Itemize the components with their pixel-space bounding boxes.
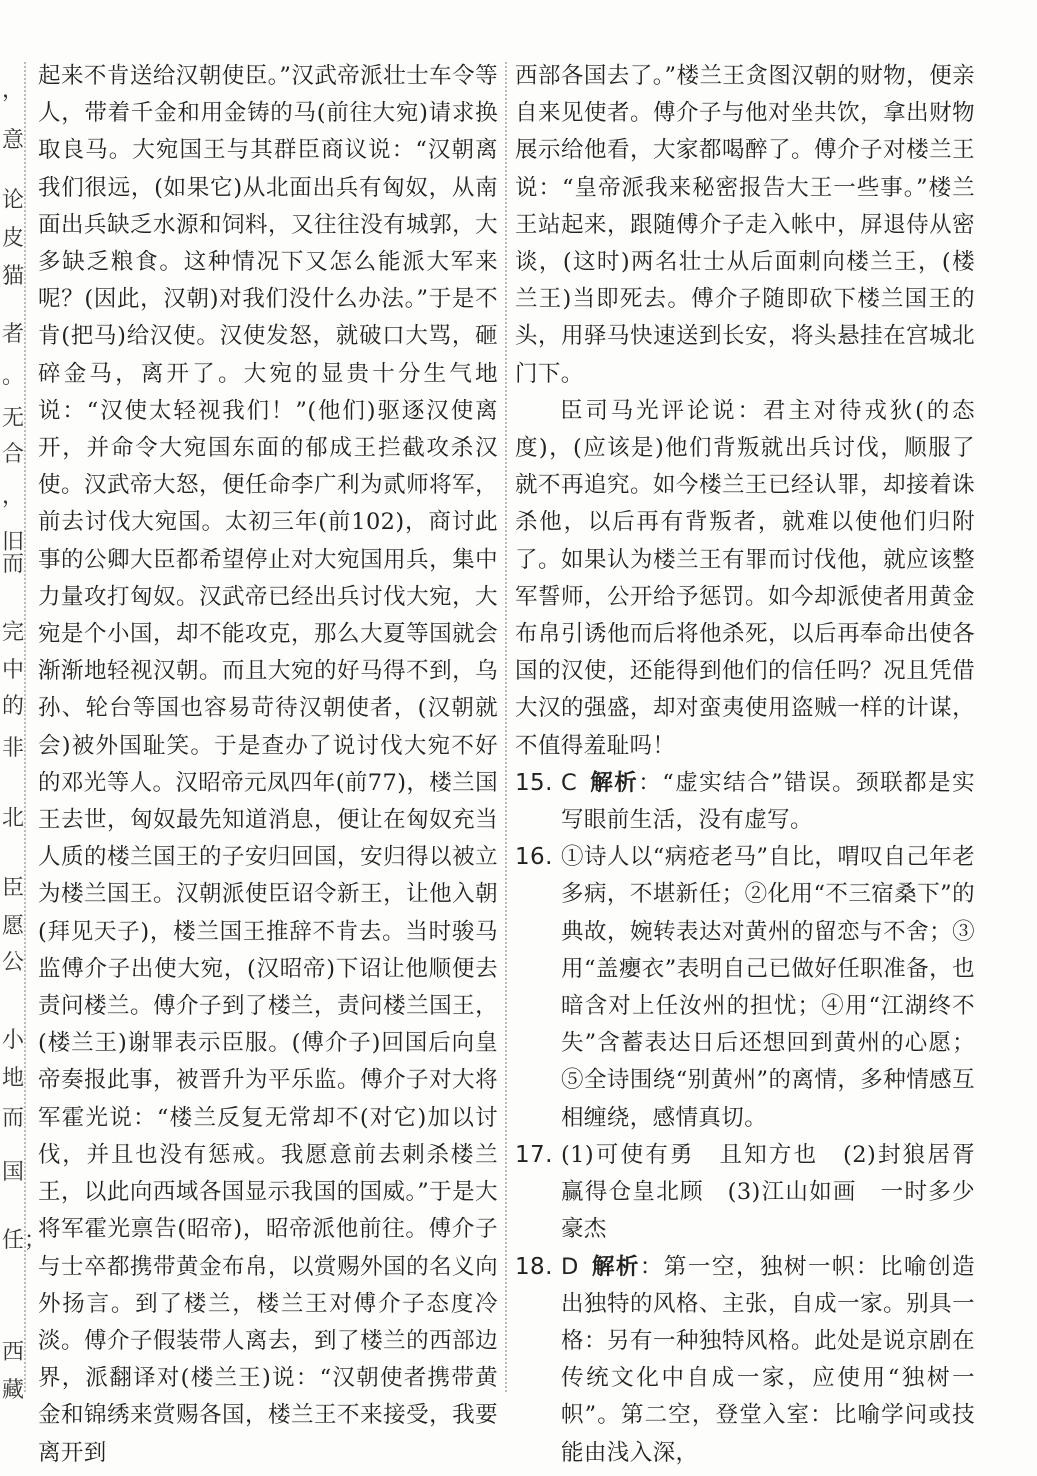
left-edge-fragment: 国 [2,1160,25,1185]
left-edge-fragment: 完 [2,620,25,645]
answer-choice: D [561,1253,579,1280]
right-column [515,58,998,1472]
left-edge-fragment: 藏 [2,1378,25,1403]
answer-list [515,765,998,1472]
answer-number: 16. [515,844,553,871]
left-edge-column [0,60,47,1420]
left-edge-fragment: 者 [2,322,25,347]
left-edge-fragment: 小 [2,1028,25,1053]
left-edge-fragment: 任； [2,1228,47,1253]
left-edge-fragment: 而 [2,1106,25,1131]
analysis-label: 解析 [590,1253,640,1280]
left-edge-fragment: 猫 [2,264,25,289]
translation-continued: 西部各国去了。”楼兰王贪图汉朝的财物，便亲自来见使者。傅介子与他对坐共饮，拿出财物展示给他看，大家都喝醉了。傅介子对楼兰王说：“皇帝派我来秘密报告大王一些事。”楼兰王站起来，跟随傅介子走入帐中，屏退侍从密谈，(这时)两名壮士从后面刺向楼兰王，(楼兰王)当即死去。傅介子随即砍下楼兰国王的头，用驿马快速送到长安，将头悬挂在宫城北门下。 [515,63,975,387]
left-edge-fragment: 地 [2,1066,25,1091]
left-edge-fragment: 中 [2,658,25,683]
left-column-divider [24,62,26,1392]
left-edge-fragment: 合 [2,442,25,467]
left-edge-fragment: 西 [2,1340,25,1365]
answer-text: ：“虚实结合”错误。颈联都是实写眼前生活，没有虚写。 [561,769,975,834]
left-edge-fragment: 论 [2,188,25,213]
left-edge-fragment: 北 [2,806,25,831]
left-edge-fragment: 的 [2,694,25,719]
answer-text: ：第一空，独树一帜：比喻创造出独特的风格、主张，自成一家。别具一格：另有一种独特风格。此处是说京剧在传统文化中自成一家，应使用“独树一帜”。第二空，登堂入室：比喻学问或技能由浅入深， [561,1253,975,1466]
center-column-divider [505,62,507,1392]
left-edge-fragment: 愿 [2,914,25,939]
answer-text: (1)可使有勇 且知方也 (2)封狼居胥 赢得仓皇北顾 (3)江山如画 一时多少豪杰 [561,1141,998,1243]
left-edge-fragment: 无 [2,406,25,431]
answer-item [515,839,975,1137]
left-edge-fragment: 臣 [2,876,25,901]
answer-number: 18. [515,1253,553,1280]
left-edge-fragment: 旧 [2,530,25,555]
left-edge-fragment: 非 [2,736,25,761]
answer-number: 17. [515,1141,553,1168]
left-edge-fragment: 意 [2,128,25,153]
answer-text: ①诗人以“病疮老马”自比，喟叹自己年老多病，不堪新任；②化用“不三宿桑下”的典故，婉转表达对黄州的留恋与不舍；③用“盖癭衣”表明自己已做好任职准备，也暗含对上任汝州的担忧；④用“江湖终不失”含蓄表达日后还想回到黄州的心愿；⑤全诗围绕“别黄州”的离情，多种情感互相缠绕，感情真切。 [561,844,975,1131]
left-edge-fragment: 皮 [2,226,25,251]
left-edge-fragment: ， [2,484,25,509]
left-edge-fragment: 公 [2,950,25,975]
middle-column-text: 起来不肯送给汉朝使臣。”汉武帝派壮士车令等人，带着千金和用金铸的马(前往大宛)请求换取良马。大宛国王与其群臣商议说：“汉朝离我们很远，(如果它)从北面出兵有匈奴，从南面出兵缺乏水源和饲料，又往往没有城郭，大多缺乏粮食。这种情况下又怎么能派大军来呢？(因此，汉朝)对我们没什么办法。”于是不肯(把马)给汉使。汉使发怒，就破口大骂，砸碎金马，离开了。大宛的显贵十分生气地说：“汉使太轻视我们！”(他们)驱逐汉使离开，并命令大宛国东面的郁成王拦截攻杀汉使。汉武帝大怒，便任命李广利为贰师将军，前去讨伐大宛国。太初三年(前102)，商讨此事的公卿大臣都希望停止对大宛国用兵，集中力量攻打匈奴。汉武帝已经出兵讨伐大宛，大宛是个小国，却不能攻克，那么大夏等国就会渐渐地轻视汉朝。而且大宛的好马得不到，乌孙、轮台等国也容易苛待汉朝使者，(汉朝就会)被外国耻笑。于是查办了说讨伐大宛不好的邓光等人。汉昭帝元凤四年(前77)，楼兰国王去世，匈奴最先知道消息，便让在匈奴充当人质的楼兰国王的子安归回国，安归得以被立为楼兰国王。汉朝派使臣诏令新王，让他入朝(拜见天子)，楼兰国王推辞不肯去。当时骏马监傅介子出使大宛，(汉昭帝)下诏让他顺便去责问楼兰。傅介子到了楼兰，责问楼兰国王，(楼兰王)谢罪表示臣服。(傅介子)回国后向皇帝奏报此事，被晋升为平乐监。傅介子对大将军霍光说：“楼兰反复无常却不(对它)加以讨伐，并且也没有惩戒。我愿意前去刺杀楼兰王，以此向西域各国显示我国的国威。”于是大将军霍光禀告(昭帝)，昭帝派他前往。傅介子与士卒都携带黄金布帛，以赏赐外国的名义向外扬言。到了楼兰，楼兰王对傅介子态度冷淡。傅介子假装带人离去，到了楼兰的西部边界，派翻译对(楼兰王)说：“汉朝使者携带黄金和锦绣来赏赐各国，楼兰王不来接受，我要离开到 [38,63,498,1466]
answer-item [515,1137,998,1249]
answer-item [515,765,975,839]
analysis-label: 解析 [589,769,639,796]
sima-guang-commentary: 臣司马光评论说：君主对待戎狄(的态度)，(应该是)他们背叛就出兵讨伐，顺服了就不再追究。如今楼兰王已经认罪，却接着诛杀他，以后再有背叛者，就难以使他们归附了。如果认为楼兰王有罪而讨伐他，就应该整军誓师，公开给予惩罚。如今却派使者用黄金布帛引诱他而后将他杀死，以后再奉命出使各国的汉使，还能得到他们的信任吗？况且凭借大汉的强盛，却对蛮夷使用盗贼一样的计谋，不值得羞耻吗！ [515,397,975,759]
middle-column [38,58,498,1472]
answer-number: 15. [515,769,553,796]
left-edge-fragment: ， [2,78,25,103]
left-edge-fragment: 。 [2,364,25,389]
answer-item [515,1249,975,1472]
left-edge-fragment: 而 [2,552,25,577]
answer-choice: C [561,769,578,796]
